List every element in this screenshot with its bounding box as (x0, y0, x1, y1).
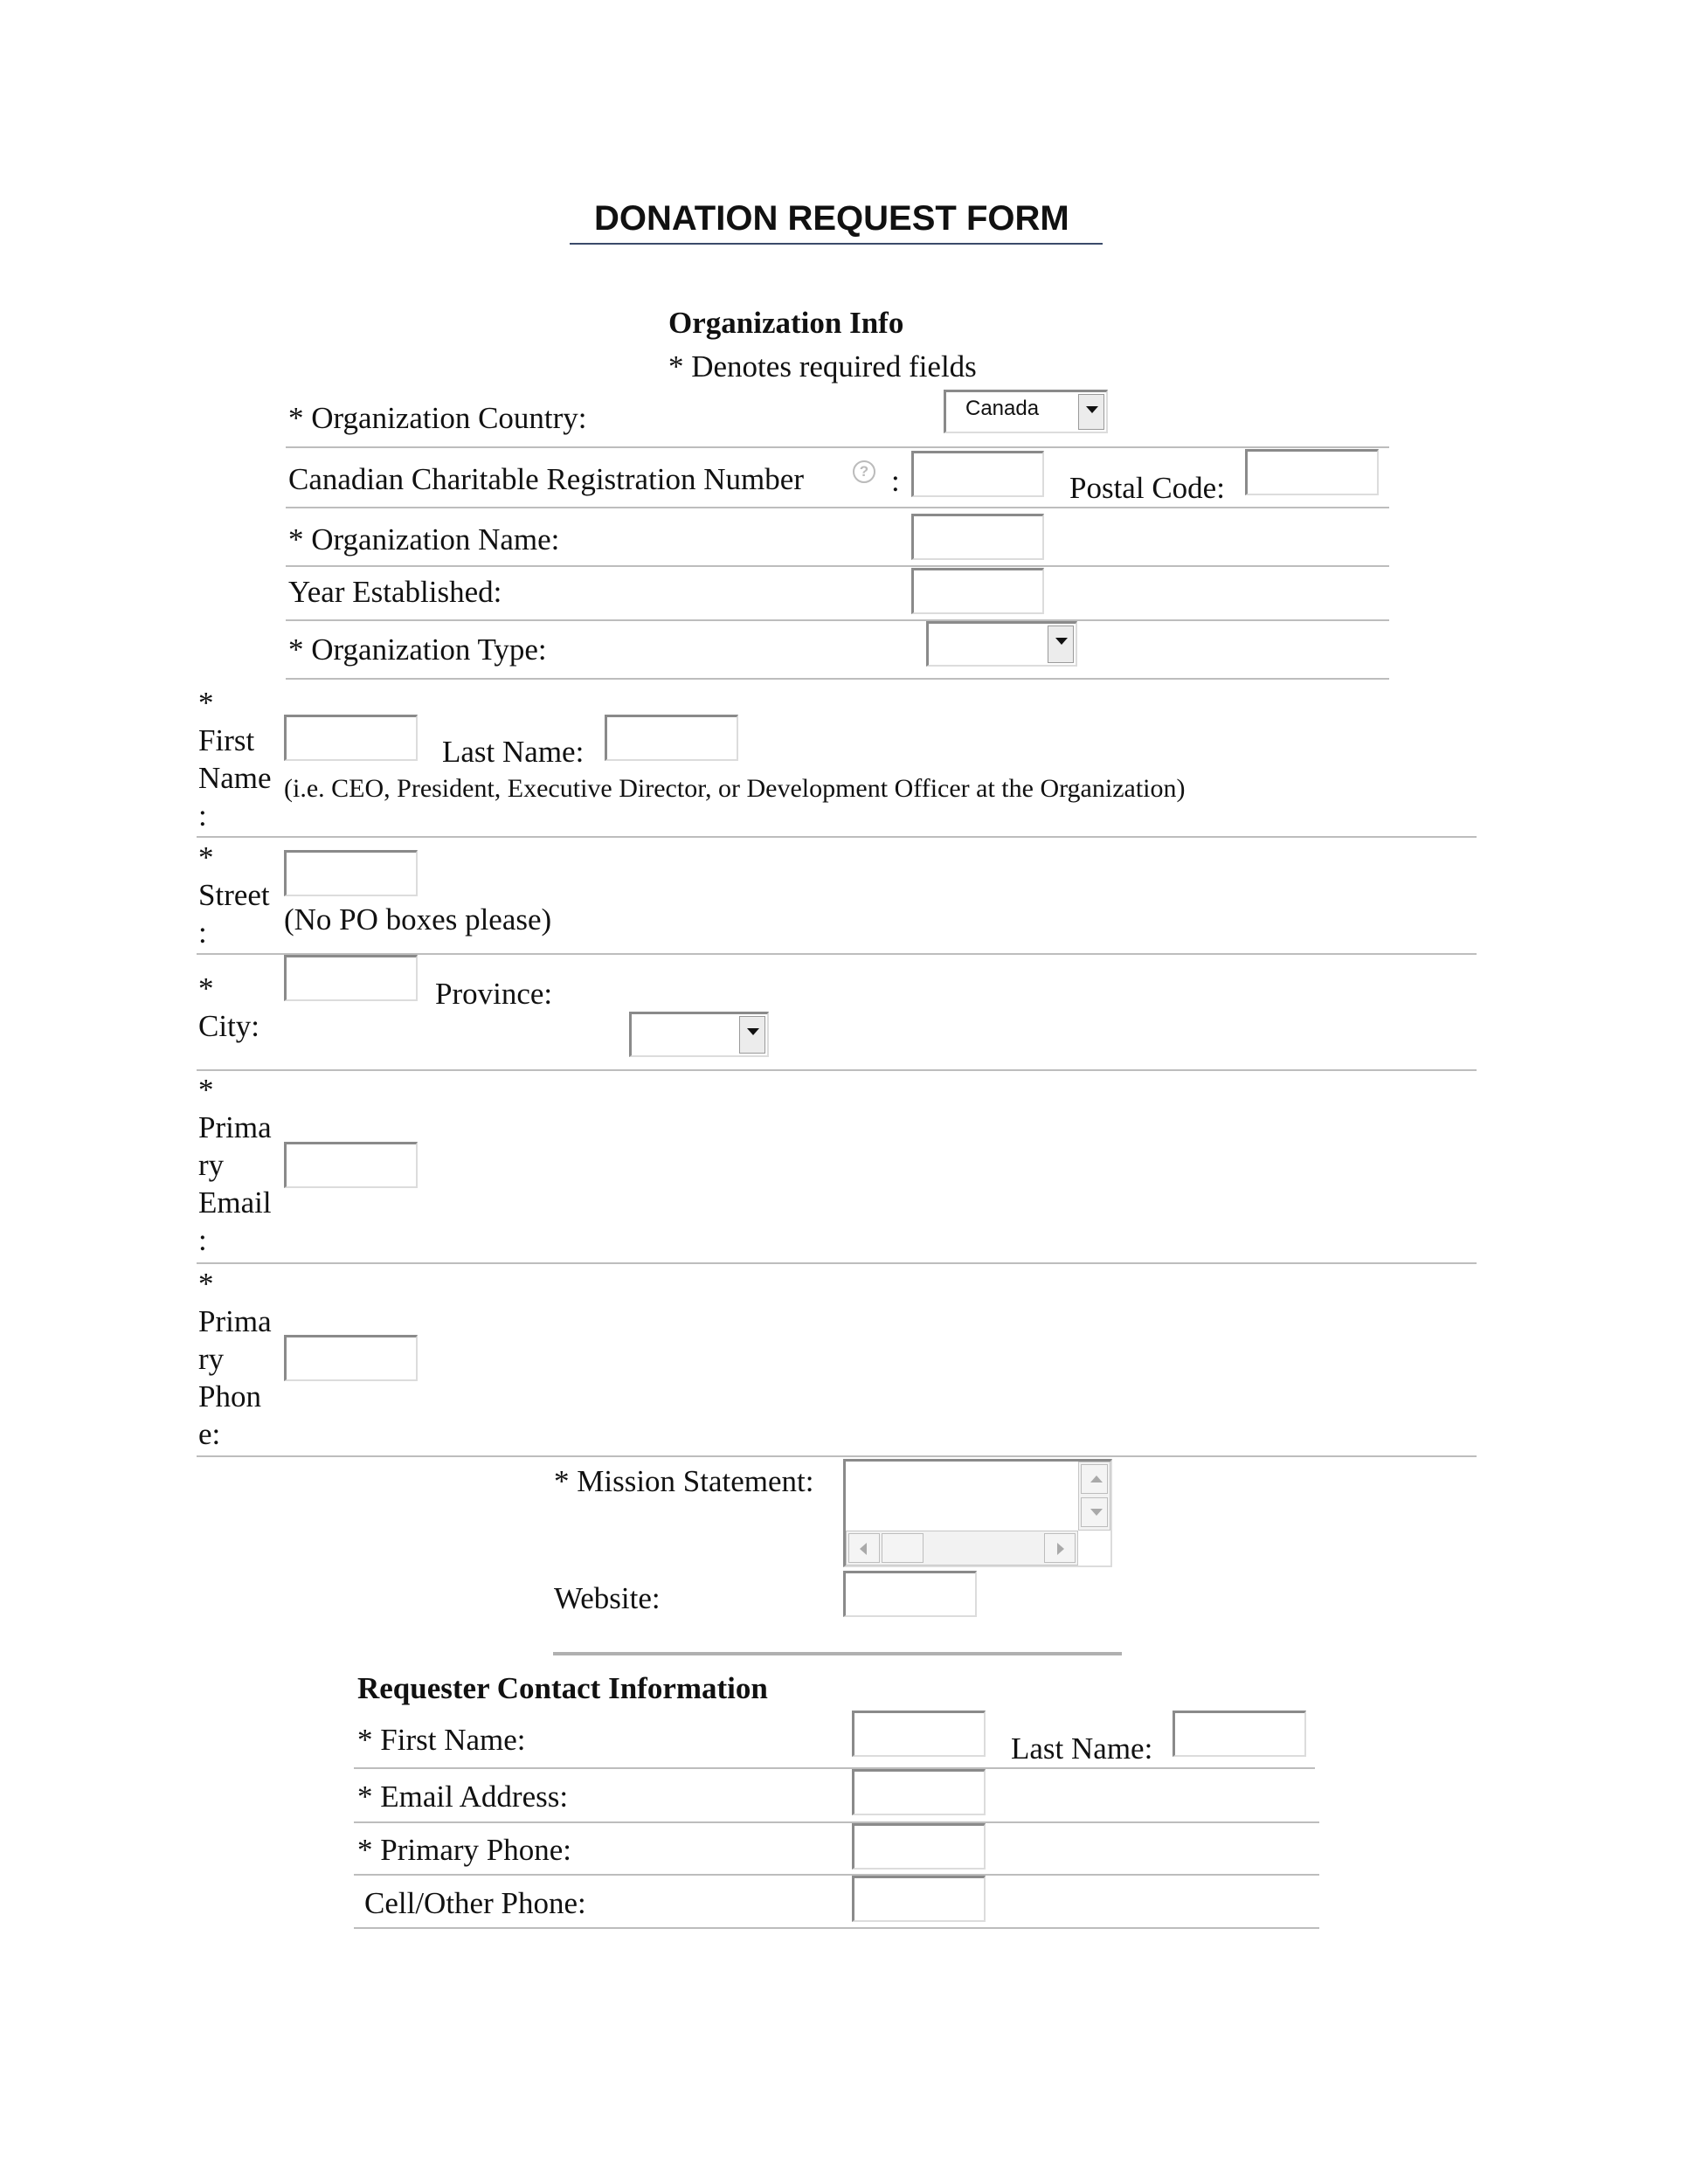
contact-last-name-input[interactable] (605, 715, 738, 761)
requester-primary-phone-label: * Primary Phone: (357, 1833, 571, 1867)
mission-statement-textarea[interactable] (843, 1459, 1112, 1567)
mission-statement-label: * Mission Statement: (554, 1464, 814, 1498)
contact-first-name-input[interactable] (284, 715, 418, 761)
postal-code-input[interactable] (1245, 449, 1379, 495)
requester-cell-phone-input[interactable] (852, 1876, 986, 1922)
org-type-label: * Organization Type: (288, 632, 547, 667)
chevron-down-icon[interactable] (1048, 625, 1074, 663)
contact-role-note: (i.e. CEO, President, Executive Director, or Development Officer at the Organization) (284, 774, 1186, 803)
scroll-right-icon[interactable] (1044, 1533, 1076, 1563)
scroll-up-icon[interactable] (1081, 1464, 1108, 1494)
divider (197, 836, 1477, 838)
charity-number-colon: : (891, 464, 900, 498)
section-divider (553, 1652, 1122, 1655)
divider (354, 1927, 1319, 1929)
street-note: (No PO boxes please) (284, 902, 552, 936)
title-underline (570, 243, 1103, 245)
org-type-select[interactable] (926, 621, 1077, 667)
requester-last-name-input[interactable] (1173, 1711, 1306, 1757)
divider (286, 565, 1389, 567)
org-name-label: * Organization Name: (288, 522, 560, 556)
divider (286, 507, 1389, 508)
divider (286, 446, 1389, 448)
org-country-label: * Organization Country: (288, 401, 587, 435)
horizontal-scrollbar[interactable] (846, 1531, 1078, 1565)
city-label: * City: (198, 971, 260, 1043)
scroll-thumb[interactable] (882, 1533, 924, 1563)
requester-primary-phone-input[interactable] (852, 1823, 986, 1870)
required-note: * Denotes required fields (668, 349, 977, 384)
street-input[interactable] (284, 850, 418, 896)
year-established-label: Year Established: (288, 575, 502, 609)
scroll-down-icon[interactable] (1081, 1497, 1108, 1527)
year-established-input[interactable] (911, 568, 1044, 614)
divider (197, 1069, 1477, 1071)
help-icon[interactable]: ? (853, 460, 875, 483)
divider (354, 1821, 1319, 1823)
divider (286, 678, 1389, 680)
website-label: Website: (554, 1581, 661, 1615)
vertical-scrollbar[interactable] (1078, 1462, 1110, 1531)
divider (197, 1455, 1477, 1457)
scroll-left-icon[interactable] (848, 1533, 880, 1563)
primary-phone-label: * Prima ry Phon e: (198, 1267, 272, 1451)
divider (354, 1874, 1319, 1876)
chevron-down-icon[interactable] (739, 1016, 765, 1054)
requester-first-name-input[interactable] (852, 1711, 986, 1757)
primary-email-label: * Prima ry Email : (198, 1073, 272, 1257)
chevron-down-icon[interactable] (1078, 394, 1104, 430)
requester-email-input[interactable] (852, 1769, 986, 1815)
contact-last-name-label: Last Name: (442, 735, 585, 769)
divider (197, 1262, 1477, 1264)
requester-email-label: * Email Address: (357, 1780, 569, 1814)
postal-code-label: Postal Code: (1069, 471, 1225, 505)
street-label: * Street : (198, 840, 270, 950)
requester-cell-phone-label: Cell/Other Phone: (364, 1886, 586, 1920)
divider (354, 1767, 1315, 1769)
city-input[interactable] (284, 955, 418, 1001)
org-country-select[interactable] (944, 390, 1108, 433)
province-label: Province: (435, 977, 553, 1011)
charity-number-input[interactable] (911, 451, 1044, 497)
charity-number-label: Canadian Charitable Registration Number (288, 462, 804, 496)
primary-email-input[interactable] (284, 1142, 418, 1188)
province-select[interactable] (629, 1012, 769, 1057)
form-title: DONATION REQUEST FORM (594, 199, 1069, 238)
website-input[interactable] (843, 1571, 977, 1617)
primary-phone-input[interactable] (284, 1335, 418, 1381)
divider (286, 619, 1389, 621)
org-country-value: Canada (965, 397, 1040, 420)
requester-first-name-label: * First Name: (357, 1723, 526, 1757)
contact-first-name-label: * First Name : (198, 686, 272, 833)
org-name-input[interactable] (911, 514, 1044, 560)
requester-last-name-label: Last Name: (1011, 1731, 1153, 1766)
org-section-heading: Organization Info (668, 306, 904, 340)
requester-section-heading: Requester Contact Information (357, 1671, 768, 1705)
